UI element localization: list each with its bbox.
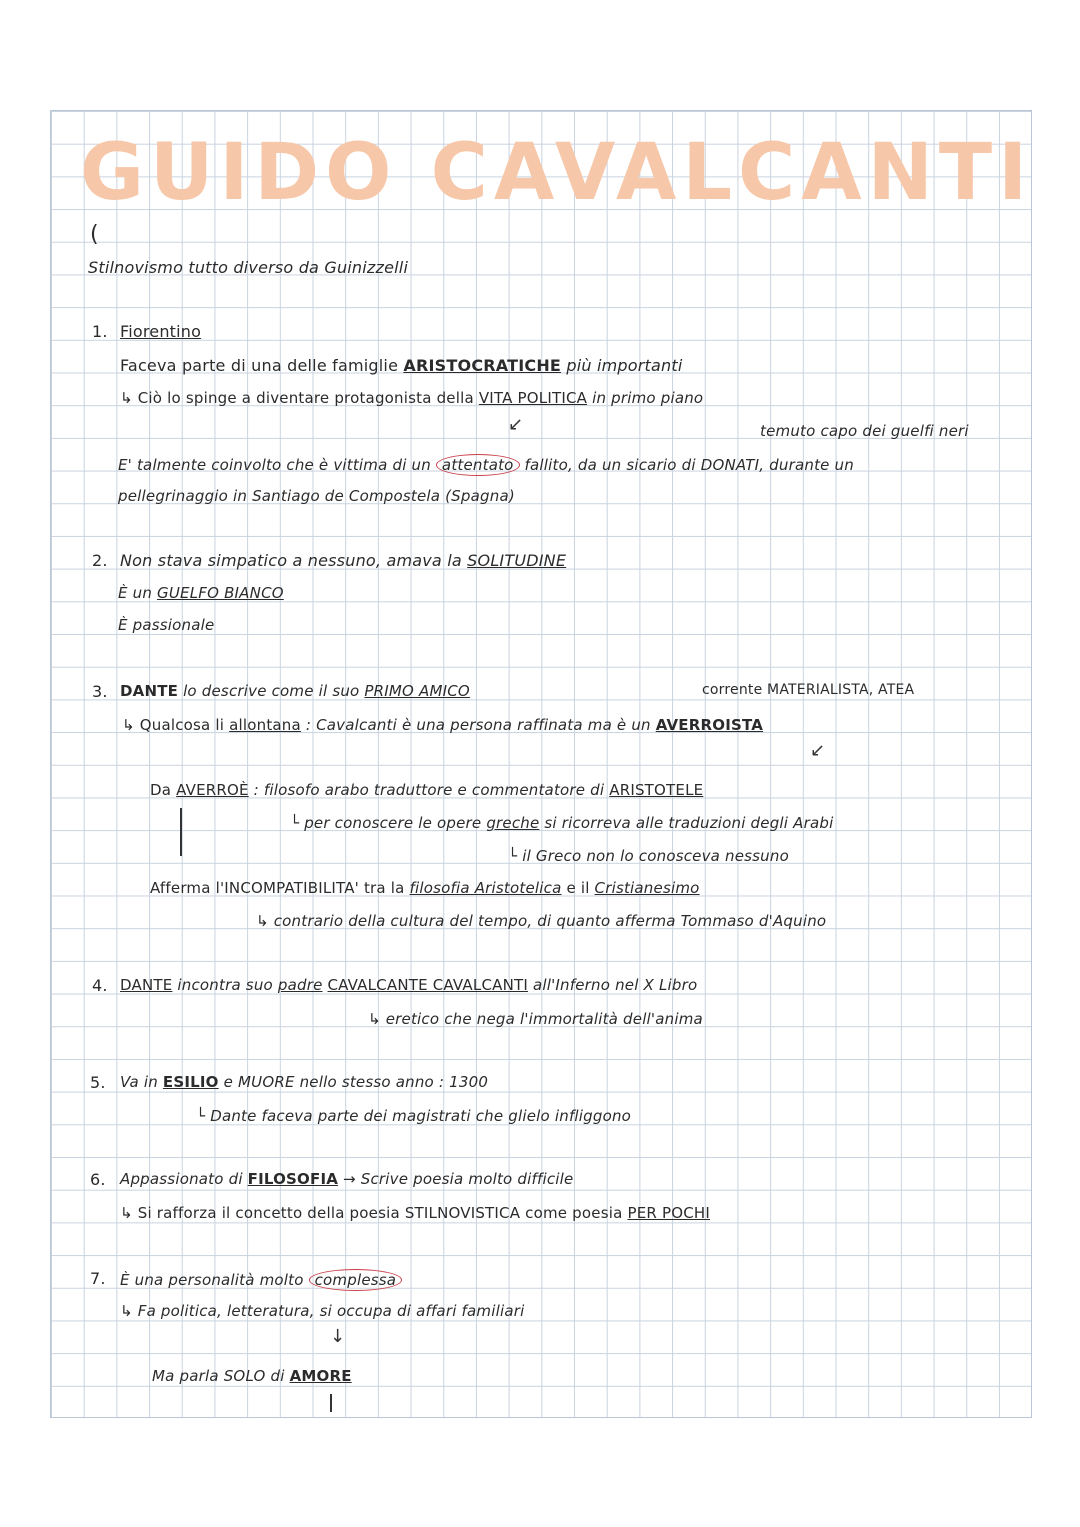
s3-line1 xyxy=(120,682,470,700)
s5-line1-b: ESILIO xyxy=(162,1073,219,1091)
s1-line2 xyxy=(120,389,703,407)
s5-line2: └ Dante faceva parte dei magistrati che glielo infliggono xyxy=(196,1107,632,1125)
s3-line6-a: Afferma l'INCOMPATIBILITA' tra la xyxy=(150,879,405,897)
s4-number: 4. xyxy=(92,976,108,995)
s7-tail-line xyxy=(330,1394,332,1412)
s1-line4: pellegrinaggio in Santiago de Compostela (Spagna) xyxy=(118,487,515,505)
s3-line6-d: Cristianesimo xyxy=(594,879,700,897)
s1-line1 xyxy=(120,356,682,375)
s3-number: 3. xyxy=(92,682,108,701)
s6-line2-a: ↳ Si rafforza il concetto della poesia STILNOVISTICA come poesia xyxy=(120,1204,623,1222)
s1-line1-c: più importanti xyxy=(566,356,683,375)
s3-note: corrente MATERIALISTA, ATEA xyxy=(702,682,915,698)
s3-line4-c: si ricorreva alle traduzioni degli Arabi xyxy=(544,814,834,832)
s6-line2-b: PER POCHI xyxy=(627,1204,710,1222)
s3-line6-c: e il xyxy=(566,879,590,897)
s3-line4 xyxy=(290,814,833,832)
s7-arrow: ↓ xyxy=(330,1326,346,1347)
s3-line2-a: ↳ Qualcosa li xyxy=(122,716,225,734)
s4-line1-b: incontra suo xyxy=(177,976,273,994)
s6-line1-b: FILOSOFIA xyxy=(247,1170,339,1188)
s6-line2 xyxy=(120,1204,710,1222)
s1-arrow: ↙ xyxy=(508,414,524,435)
s2-line2 xyxy=(118,584,284,602)
s3-line1-a: DANTE xyxy=(120,682,179,700)
s7-line3-b: AMORE xyxy=(289,1367,352,1385)
s3-line6 xyxy=(150,879,700,897)
s2-line2-b: GUELFO BIANCO xyxy=(157,584,284,602)
s4-line2: ↳ eretico che nega l'immortalità dell'anima xyxy=(368,1010,703,1028)
s3-line2 xyxy=(122,716,763,734)
s7-line1-a: È una personalità molto xyxy=(120,1271,304,1289)
s3-arrow: ↙ xyxy=(810,740,826,761)
s5-line1 xyxy=(120,1073,488,1091)
s3-line4-a: └ per conoscere le opere xyxy=(290,814,482,832)
s2-number: 2. xyxy=(92,551,108,570)
s2-line3: È passionale xyxy=(118,616,215,634)
s3-line3-d: ARISTOTELE xyxy=(609,781,704,799)
s3-line3-c: : filosofo arabo traduttore e commentatore di xyxy=(253,781,605,799)
s7-line3-a: Ma parla SOLO di xyxy=(152,1367,285,1385)
s3-line5: └ il Greco non lo conosceva nessuno xyxy=(508,847,789,865)
s1-line2-b: VITA POLITICA xyxy=(478,389,588,407)
s3-line2-b: allontana xyxy=(229,716,301,734)
s1-note: temuto capo dei guelfi neri xyxy=(760,422,969,440)
s6-line1-c: → Scrive poesia molto difficile xyxy=(343,1170,574,1188)
s4-line1-d: CAVALCANTE CAVALCANTI xyxy=(327,976,528,994)
s1-line1-b: ARISTOCRATICHE xyxy=(403,356,562,375)
s7-line3 xyxy=(152,1367,352,1385)
s1-line2-a: ↳ Ciò lo spinge a diventare protagonista della xyxy=(120,389,474,407)
s3-line3-b: AVERROÈ xyxy=(176,781,249,799)
s1-number: 1. xyxy=(92,322,108,341)
page-title: GUIDO CAVALCANTI xyxy=(80,128,1034,218)
s1-heading: Fiorentino xyxy=(120,322,202,341)
s1-line3-a: E' talmente coinvolto che è vittima di un xyxy=(118,456,431,474)
s3-line1-b: lo descrive come il suo xyxy=(183,682,360,700)
s5-line1-c: e MUORE nello stesso anno : 1300 xyxy=(223,1073,489,1091)
s7-number: 7. xyxy=(90,1269,106,1288)
s3-line6-b: filosofia Aristotelica xyxy=(409,879,562,897)
s2-line2-a: È un xyxy=(118,584,153,602)
s4-line1 xyxy=(120,976,697,994)
s1-line2-c: in primo piano xyxy=(592,389,704,407)
s2-line1-a: Non stava simpatico a nessuno, amava la xyxy=(120,551,462,570)
s3-bracket-line xyxy=(180,808,182,856)
s7-line2: ↳ Fa politica, letteratura, si occupa di affari familiari xyxy=(120,1302,525,1320)
s6-line1-a: Appassionato di xyxy=(120,1170,243,1188)
s3-line3 xyxy=(150,781,703,799)
subtitle: Stilnovismo tutto diverso da Guinizzelli xyxy=(88,258,409,277)
s1-line3-b: fallito, da un sicario di DONATI, durante un xyxy=(524,456,854,474)
s6-line1 xyxy=(120,1170,573,1188)
s7-circled-word: complessa xyxy=(309,1269,403,1291)
s2-line1 xyxy=(120,551,566,570)
s3-line7: ↳ contrario della cultura del tempo, di quanto afferma Tommaso d'Aquino xyxy=(256,912,827,930)
s3-line2-d: AVERROISTA xyxy=(655,716,764,734)
s2-line1-b: SOLITUDINE xyxy=(467,551,567,570)
s1-circled-word: attentato xyxy=(436,454,520,476)
s4-line1-a: DANTE xyxy=(120,976,173,994)
s3-line1-c: PRIMO AMICO xyxy=(364,682,470,700)
s4-line1-e: all'Inferno nel X Libro xyxy=(532,976,698,994)
s1-line1-a: Faceva parte di una delle famiglie xyxy=(120,356,399,375)
s7-line1 xyxy=(120,1269,402,1291)
s4-line1-c: padre xyxy=(277,976,323,994)
bracket-mark: ( xyxy=(90,222,99,247)
s3-line4-b: greche xyxy=(486,814,540,832)
s3-line2-c: : Cavalcanti è una persona raffinata ma è un xyxy=(305,716,651,734)
s3-line3-a: Da xyxy=(150,781,172,799)
s6-number: 6. xyxy=(90,1170,106,1189)
s5-line1-a: Va in xyxy=(120,1073,158,1091)
s5-number: 5. xyxy=(90,1073,106,1092)
s1-line3 xyxy=(118,454,854,476)
